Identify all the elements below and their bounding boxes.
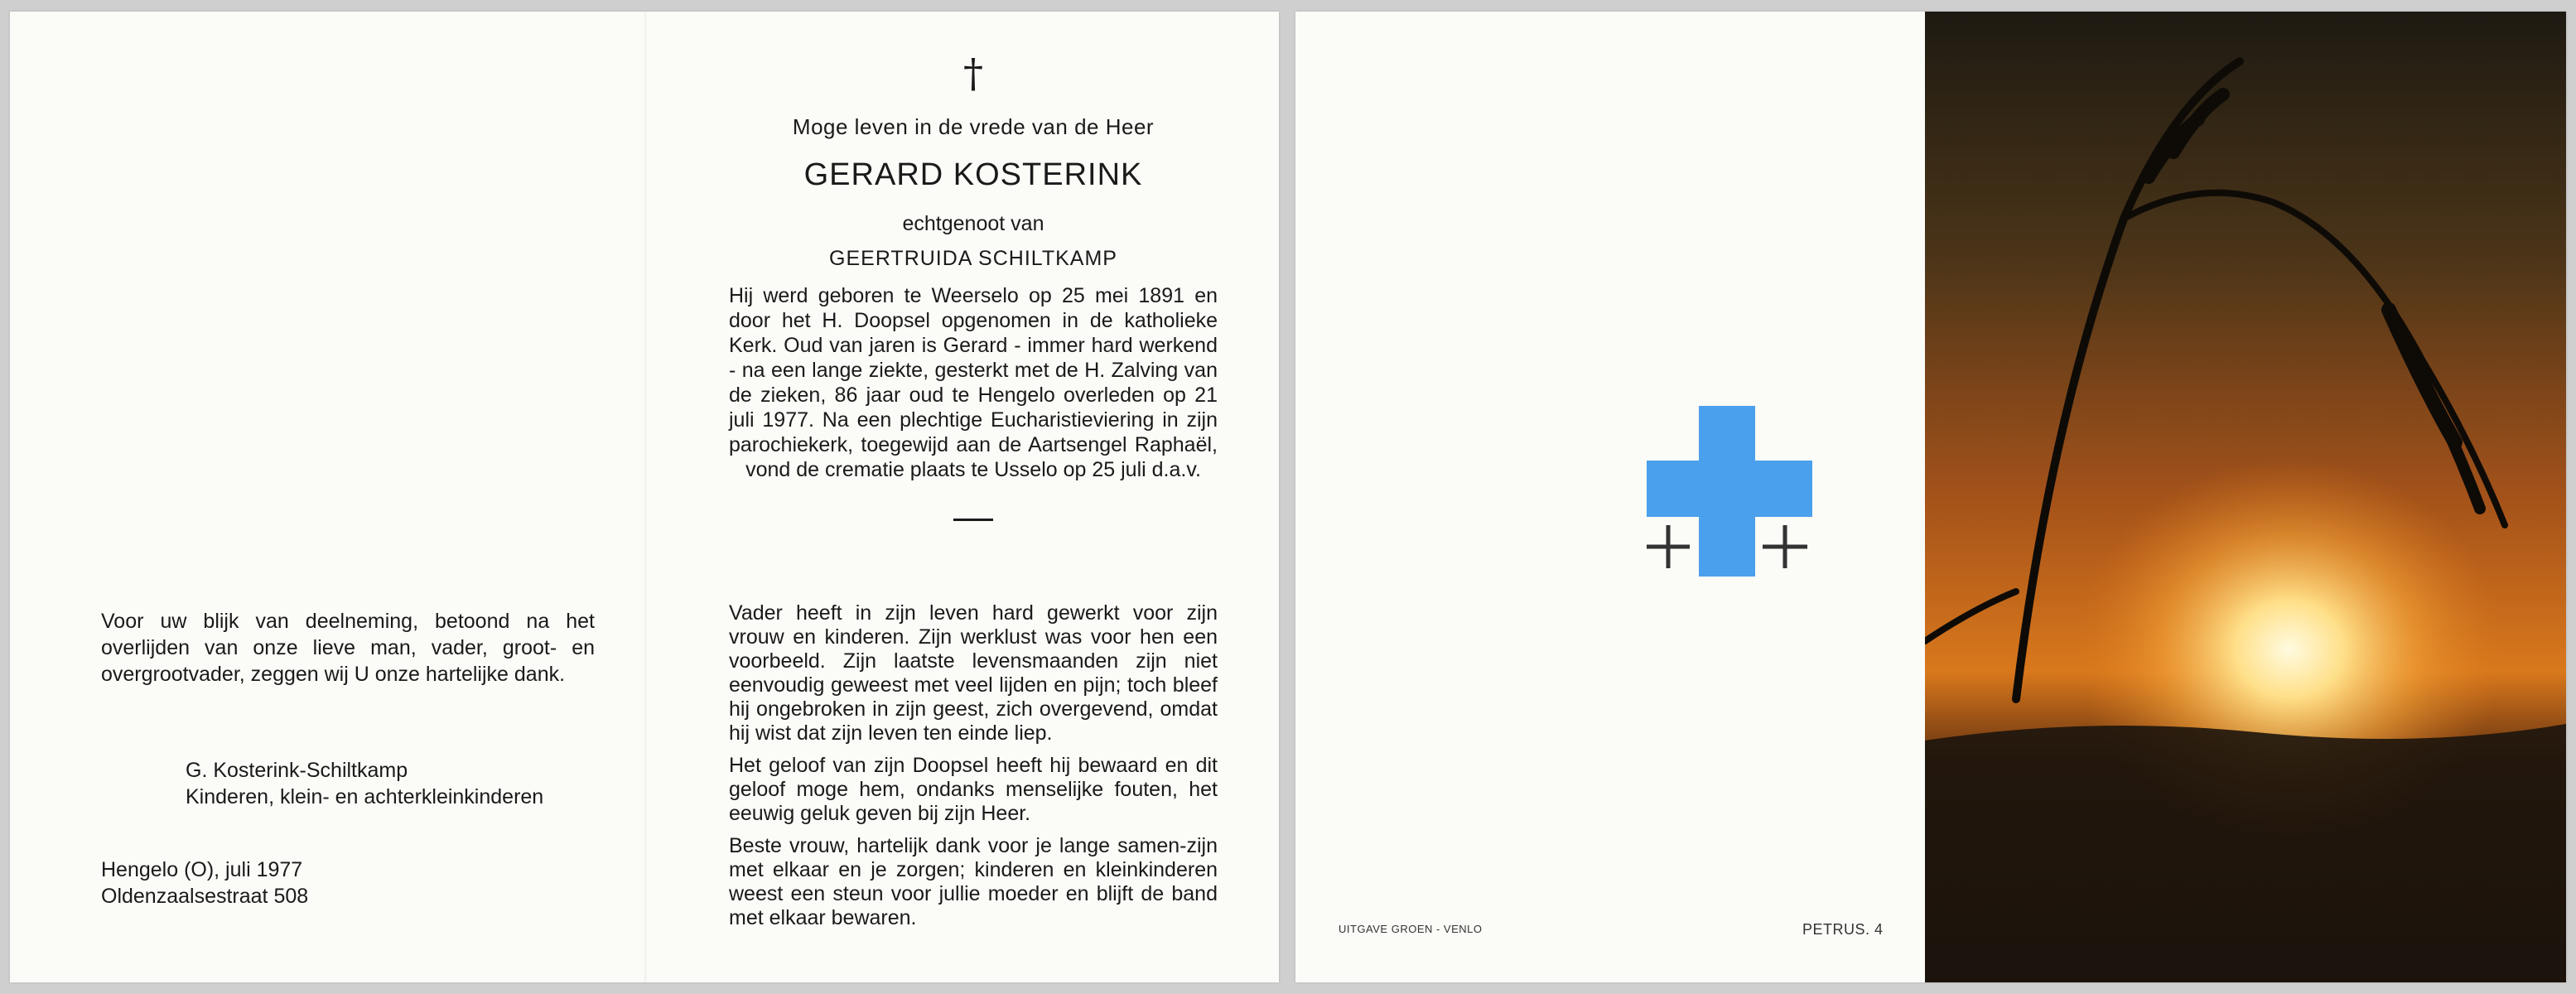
cross-logo-icon bbox=[1647, 406, 1812, 577]
spouse-name: GEERTRUIDA SCHILTKAMP bbox=[829, 247, 1117, 270]
signature-family: Kinderen, klein- en achterkleinkinderen bbox=[186, 785, 544, 808]
thanks-text: Voor uw blijk van deelneming, betoond na het overlijden van onze lieve man, vader, groot- en overgrootvader, zeggen wij U onze hartelijke dank. bbox=[101, 610, 595, 686]
paragraph-wife: Beste vrouw, hartelijk dank voor je lange samen-zijn met elkaar en je zorgen; kinderen en kleinkinderen weest een steun voor jullie moeder en blijft de band met elkaar bewaren. bbox=[729, 834, 1218, 929]
memorial-card-outside bbox=[1295, 12, 2566, 982]
paragraph-faith: Het geloof van zijn Doopsel heeft hij bewaard en dit geloof moge hem, ondanks menselijke fouten, het eeuwig geluk geven bij zijn Heer. bbox=[729, 754, 1218, 825]
obituary-body bbox=[729, 601, 1218, 939]
publisher-imprint: UITGAVE GROEN - VENLO bbox=[1339, 923, 1483, 935]
address bbox=[101, 856, 515, 910]
dagger-icon: † bbox=[963, 51, 983, 97]
card-fold bbox=[644, 12, 646, 982]
separator bbox=[953, 519, 993, 521]
deceased-name: GERARD KOSTERINK bbox=[803, 157, 1143, 192]
sunset-wheat-photo bbox=[1925, 12, 2566, 982]
obituary-header bbox=[729, 53, 1218, 521]
biography: Hij werd geboren te Weerselo op 25 mei 1891 en door het H. Doopsel opgenomen in de katholieke Kerk. Oud van jaren is Gerard - immer hard werkend - na een lange ziekte, gesterkt met de H. Zalving van de zieken, 86 jaar oud te Hengelo overleden op 21 juli 1977. Na een plechtige Eucharistieviering in zijn parochiekerk, toegewijd aan de Aartsengel Raphaël, vond de crematie plaats te Usselo op 25 juli d.a.v. bbox=[729, 284, 1218, 481]
spouse-label: echtgenoot van bbox=[902, 212, 1044, 235]
memorial-card-inside bbox=[10, 12, 1279, 982]
address-city-date: Hengelo (O), juli 1977 bbox=[101, 858, 303, 881]
sunset-image bbox=[1925, 12, 2566, 982]
signature bbox=[186, 757, 633, 810]
paragraph-father: Vader heeft in zijn leven hard gewerkt voor zijn vrouw en kinderen. Zijn werklust was voor hen een voorbeeld. Zijn laatste levensmaanden zijn niet eenvoudig geweest met veel lijden en pijn; toch bleef hij ongebroken in zijn geest, zich overgevend, omdat hij wist dat zijn leven ten einde liep. bbox=[729, 601, 1218, 745]
signature-name: G. Kosterink-Schiltkamp bbox=[186, 759, 408, 782]
card-code: PETRUS. 4 bbox=[1802, 921, 1884, 938]
address-street: Oldenzaalsestraat 508 bbox=[101, 885, 309, 908]
motto: Moge leven in de vrede van de Heer bbox=[792, 114, 1155, 139]
